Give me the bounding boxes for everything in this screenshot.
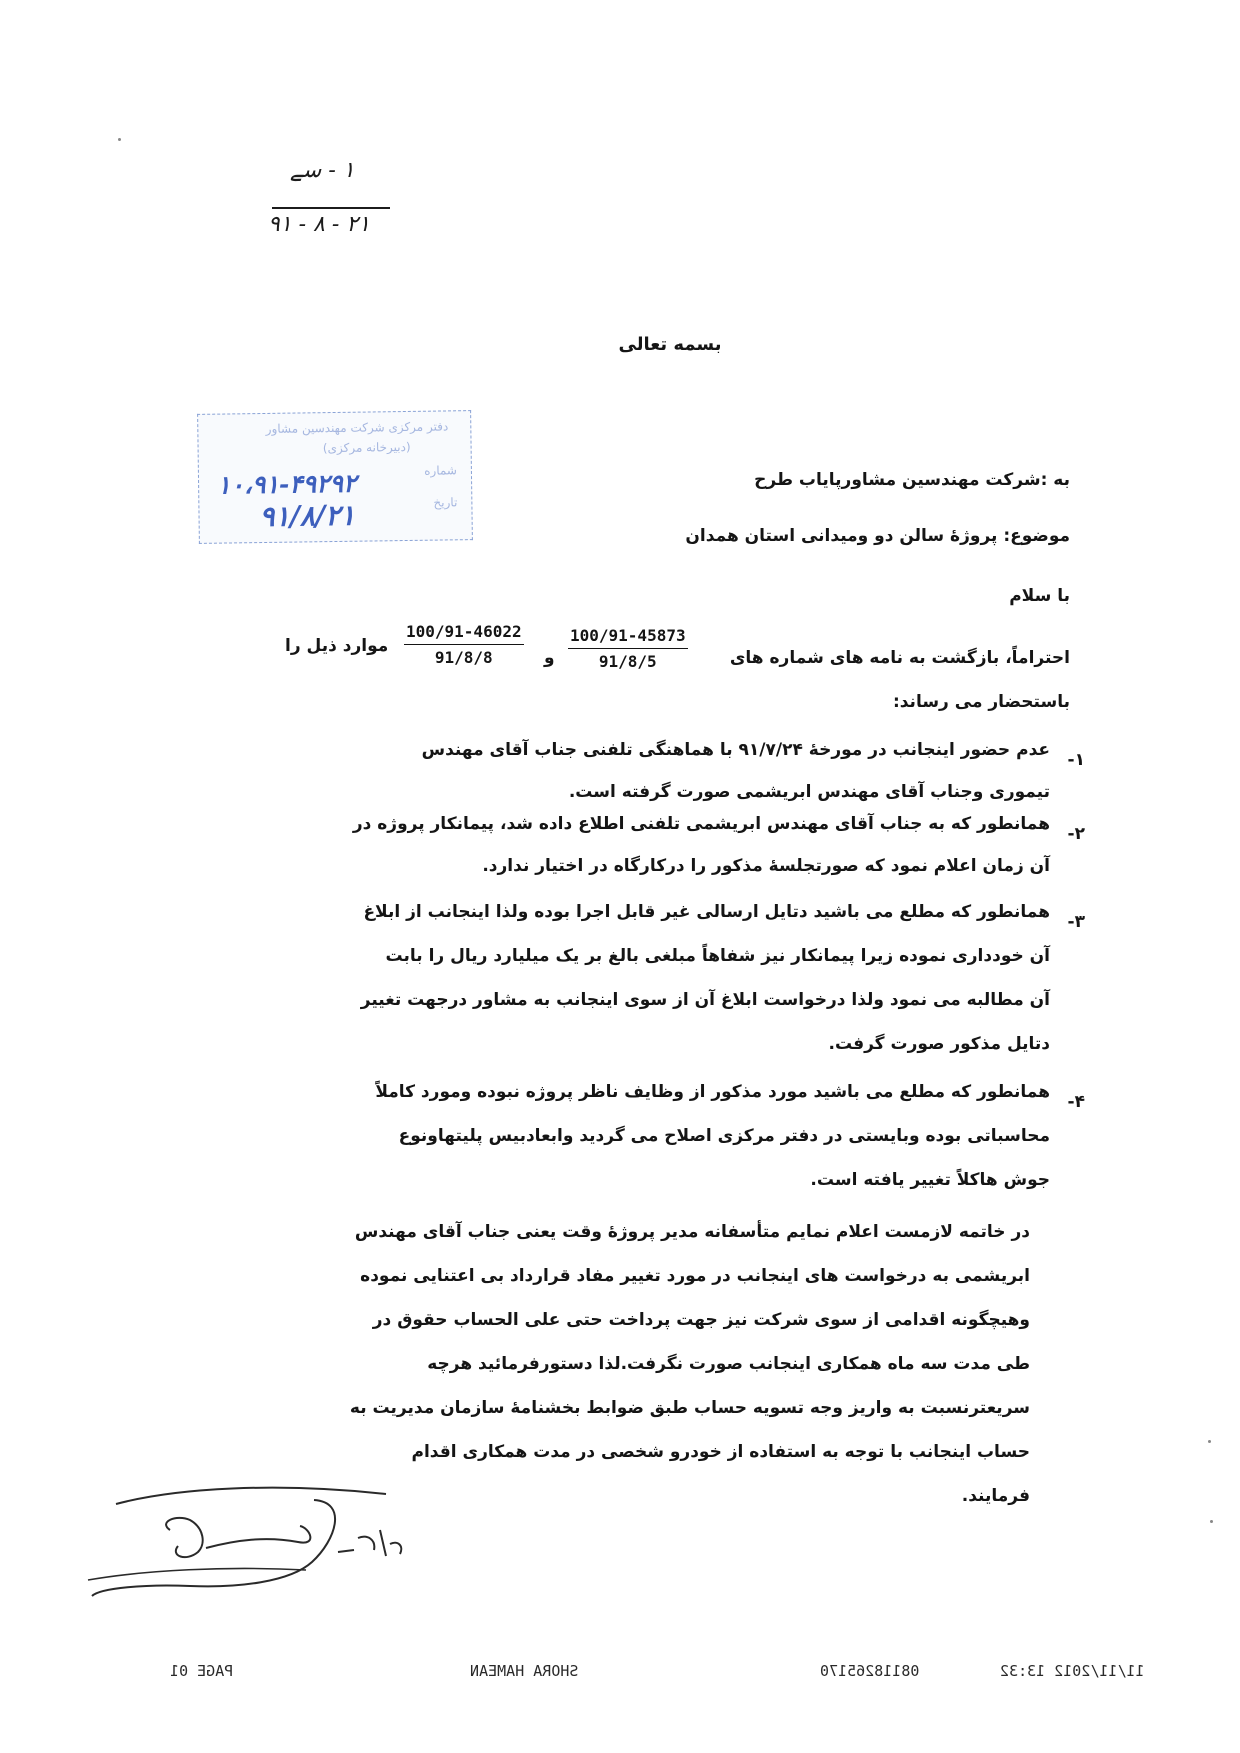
- item-1-line-1: عدم حضور اینجانب در مورخهٔ ۹۱/۷/۲۴ با هماهنگی تلفنی جناب آقای مهندس: [421, 740, 1050, 760]
- item-4-line-2: محاسباتی بوده وبایستی در دفتر مرکزی اصلاح می گردید وابعادبیس پلیتهاونوع: [398, 1126, 1050, 1146]
- incoming-stamp: [197, 410, 473, 544]
- item-3-line-4: دتایل مذکور صورت گرفت.: [828, 1034, 1050, 1054]
- fax-sender: SHORA HAMEAN: [470, 1662, 579, 1680]
- stamp-org-line: دفتر مرکزی شرکت مهندسین مشاور: [265, 419, 449, 436]
- fax-phone: 08118265170: [820, 1662, 920, 1680]
- reference-1-number: 100/91-45873: [568, 626, 688, 649]
- subject-line: موضوع: پروژهٔ سالن دو ومیدانی استان همدان: [685, 526, 1070, 546]
- stamp-date-label: تاریخ: [433, 495, 458, 510]
- item-2-line-2: آن زمان اعلام نمود که صورتجلسهٔ مذکور را درکارگاه در اختیار ندارد.: [482, 856, 1050, 876]
- item-4-index: ۴-: [1067, 1092, 1085, 1112]
- closing-line-4: طی مدت سه ماه همکاری اینجانب صورت نگرفت.لذا دستورفرمائید هرچه: [427, 1354, 1030, 1374]
- closing-line-5: سریعترنسبت به واریز وجه تسویه حساب طبق ضوابط بخشنامهٔ سازمان مدیریت به: [349, 1398, 1030, 1418]
- scan-speck: [1208, 1440, 1211, 1443]
- fax-page-label: PAGE 01: [170, 1662, 234, 1680]
- stamp-dept-line: (دبیرخانه مرکزی): [322, 439, 411, 456]
- item-1-index: ۱-: [1067, 750, 1085, 770]
- handwritten-signature: [86, 1470, 446, 1610]
- intro-and: و: [544, 648, 555, 668]
- item-4-line-3: جوش هاکلاً تغییر یافته است.: [810, 1170, 1050, 1190]
- reference-2-date: 91/8/8: [434, 648, 493, 667]
- scan-speck: [1210, 1520, 1213, 1523]
- stamp-date: ۹۱/۸/۲۱: [259, 498, 356, 534]
- closing-line-7: فرمایند.: [961, 1486, 1030, 1506]
- closing-line-1: در خاتمه لازمست اعلام نمایم متأسفانه مدیر پروژهٔ وقت یعنی جناب آقای مهندس: [354, 1222, 1030, 1242]
- item-3-line-3: آن مطالبه می نمود ولذا درخواست ابلاغ آن از سوی اینجانب به مشاور درجهت تغییر: [360, 990, 1050, 1010]
- greeting-line: با سلام: [1009, 586, 1070, 606]
- fax-datetime: 11/11/2012 13:32: [1000, 1662, 1145, 1680]
- scan-speck: [118, 138, 121, 141]
- letter-number: ۱ - سے: [290, 158, 355, 183]
- stamp-number-label: شماره: [424, 463, 458, 478]
- reference-2-number: 100/91-46022: [404, 622, 524, 645]
- item-3-index: ۳-: [1067, 912, 1085, 932]
- fax-footer: [70, 1656, 1160, 1686]
- page-title: بسمه تعالی: [618, 334, 722, 355]
- intro-line2: باستحضار می رساند:: [892, 692, 1070, 712]
- item-2-index: ۲-: [1067, 824, 1085, 844]
- intro-before: احتراماً، بازگشت به نامه های شماره های: [729, 648, 1070, 668]
- reference-2: [404, 622, 524, 667]
- letter-date: ۹۱ - ۸ - ۲۱: [268, 212, 370, 237]
- stamp-number: ۱۰،۹۱-۴۹۲۹۲: [216, 468, 357, 500]
- recipient-line: به :شرکت مهندسین مشاورپایاب طرح: [754, 470, 1070, 490]
- closing-line-2: ابریشمی به درخواست های اینجانب در مورد تغییر مفاد قرارداد بی اعتنایی نموده: [360, 1266, 1030, 1286]
- reference-1-date: 91/8/5: [598, 652, 657, 671]
- item-3-line-2: آن خودداری نموده زیرا پیمانکار نیز شفاهاً مبلغی بالغ بر یک میلیارد ریال را بابت: [385, 946, 1050, 966]
- item-4-line-1: همانطور که مطلع می باشید مورد مذکور از وظایف ناظر پروژه نبوده ومورد کاملاً: [375, 1082, 1050, 1102]
- item-1-line-2: تیموری وجناب آقای مهندس ابریشمی صورت گرفته است.: [568, 782, 1050, 802]
- reference-1: [568, 626, 688, 671]
- closing-line-3: وهیچگونه اقدامی از سوی شرکت نیز جهت پرداخت حتی علی الحساب حقوق در: [372, 1310, 1030, 1330]
- intro-after: موارد ذیل را: [285, 636, 389, 656]
- header-divider: [272, 207, 390, 209]
- item-3-line-1: همانطور که مطلع می باشید دتایل ارسالی غیر قابل اجرا بوده ولذا اینجانب از ابلاغ: [363, 902, 1050, 922]
- item-2-line-1: همانطور که به جناب آقای مهندس ابریشمی تلفنی اطلاع داده شد، پیمانکار پروژه در: [352, 814, 1050, 834]
- closing-line-6: حساب اینجانب با توجه به استفاده از خودرو شخصی در مدت همکاری اقدام: [411, 1442, 1030, 1462]
